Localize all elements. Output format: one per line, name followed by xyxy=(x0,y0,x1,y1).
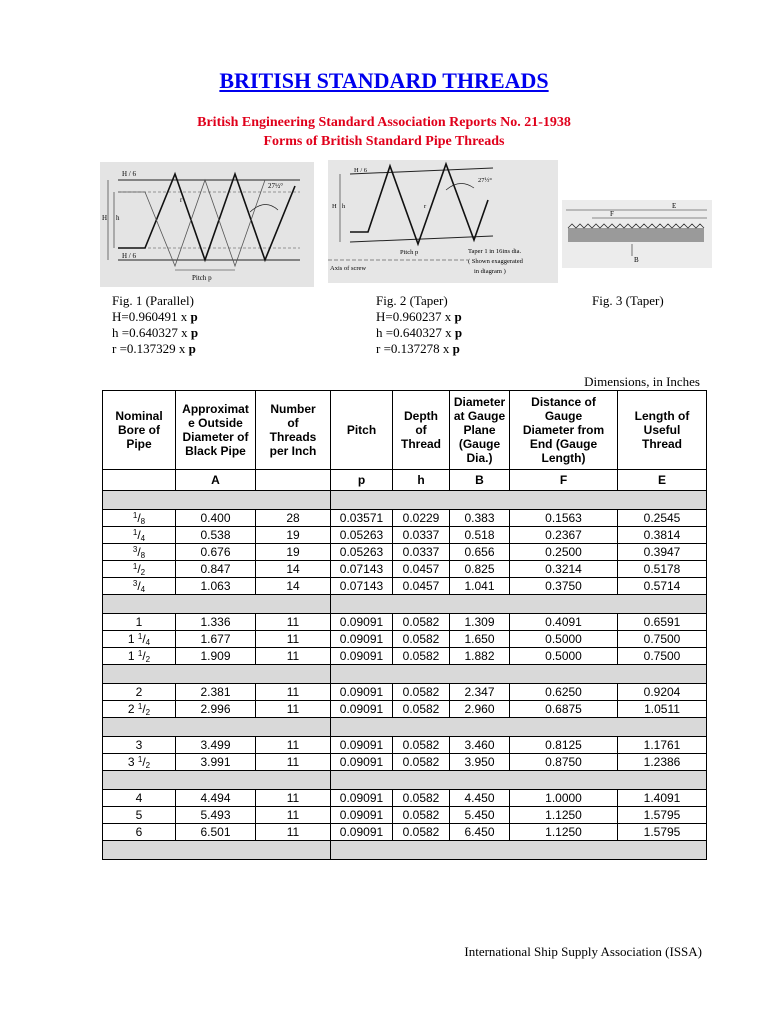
table-cell-a: 6.501 xyxy=(176,824,256,841)
fig1-angle-label: 27½° xyxy=(268,182,284,190)
table-row xyxy=(103,737,707,754)
table-symbol-row xyxy=(103,470,707,491)
group-separator-row xyxy=(103,491,707,510)
fig1-pitch-label: Pitch p xyxy=(192,274,212,282)
table-cell-e: 0.9204 xyxy=(618,684,707,701)
fig2-formula-h: h =0.640327 x p xyxy=(376,325,463,340)
column-header: Pitch xyxy=(331,391,393,470)
table-cell-p: 0.09091 xyxy=(331,790,393,807)
table-cell-a: 0.538 xyxy=(176,527,256,544)
nominal-bore-cell: 2 xyxy=(103,684,176,701)
table-cell-p: 0.09091 xyxy=(331,631,393,648)
table-cell-p: 0.09091 xyxy=(331,684,393,701)
figure-3-caption xyxy=(592,293,664,309)
fig1-h-label: h xyxy=(116,214,120,222)
fig2-taper-label-3: in diagram ) xyxy=(474,268,506,275)
table-row xyxy=(103,510,707,527)
table-cell-h: 0.0457 xyxy=(393,578,450,595)
table-cell-h: 0.0229 xyxy=(393,510,450,527)
table-row xyxy=(103,807,707,824)
table-cell-f: 1.1250 xyxy=(510,824,618,841)
fig3-F-label: F xyxy=(610,210,614,218)
table-cell-a: 0.847 xyxy=(176,561,256,578)
column-header: Number of Threads per Inch xyxy=(256,391,331,470)
fig3-B-label: B xyxy=(634,256,639,264)
figure-2-caption xyxy=(376,293,462,357)
nominal-bore-cell: 6 xyxy=(103,824,176,841)
table-cell-f: 0.1563 xyxy=(510,510,618,527)
column-symbol: F xyxy=(510,470,618,491)
table-cell-b: 1.882 xyxy=(450,648,510,665)
table-cell-h: 0.0582 xyxy=(393,754,450,771)
table-cell-b: 0.383 xyxy=(450,510,510,527)
nominal-bore-cell: 5 xyxy=(103,807,176,824)
table-cell-e: 1.1761 xyxy=(618,737,707,754)
fig1-H-label: H xyxy=(102,214,108,222)
nominal-bore-cell: $^1/_4$ xyxy=(103,527,176,544)
table-cell-a: 5.493 xyxy=(176,807,256,824)
table-cell-p: 0.09091 xyxy=(331,737,393,754)
table-cell-f: 0.5000 xyxy=(510,631,618,648)
table-cell-a: 1.909 xyxy=(176,648,256,665)
fig3-title: Fig. 3 (Taper) xyxy=(592,293,664,308)
table-cell-h: 0.0337 xyxy=(393,527,450,544)
table-cell-tpi: 11 xyxy=(256,807,331,824)
fig1-h6-top-label: H / 6 xyxy=(122,170,136,178)
fig2-pitch-label: Pitch p xyxy=(400,249,419,256)
group-separator-row xyxy=(103,595,707,614)
table-cell-tpi: 11 xyxy=(256,614,331,631)
table-cell-a: 1.336 xyxy=(176,614,256,631)
column-header: Diameter at Gauge Plane (Gauge Dia.) xyxy=(450,391,510,470)
group-separator-row xyxy=(103,665,707,684)
figure-3-taper-pipe-diagram xyxy=(562,200,712,268)
fig2-formula-r: r =0.137278 x p xyxy=(376,341,460,356)
table-cell-f: 1.1250 xyxy=(510,807,618,824)
table-cell-e: 1.5795 xyxy=(618,807,707,824)
group-separator-row xyxy=(103,841,707,860)
table-cell-a: 3.991 xyxy=(176,754,256,771)
table-cell-a: 1.677 xyxy=(176,631,256,648)
column-symbol: B xyxy=(450,470,510,491)
table-cell-p: 0.03571 xyxy=(331,510,393,527)
table-cell-e: 0.3947 xyxy=(618,544,707,561)
table-row xyxy=(103,790,707,807)
table-cell-tpi: 28 xyxy=(256,510,331,527)
table-cell-a: 1.063 xyxy=(176,578,256,595)
table-cell-a: 0.676 xyxy=(176,544,256,561)
table-cell-b: 0.656 xyxy=(450,544,510,561)
table-cell-a: 0.400 xyxy=(176,510,256,527)
table-cell-b: 4.450 xyxy=(450,790,510,807)
table-cell-h: 0.0582 xyxy=(393,614,450,631)
table-row xyxy=(103,614,707,631)
table-cell-p: 0.09091 xyxy=(331,754,393,771)
table-cell-tpi: 19 xyxy=(256,527,331,544)
column-header: Depth of Thread xyxy=(393,391,450,470)
fig2-h-label: h xyxy=(342,203,346,210)
table-cell-e: 0.2545 xyxy=(618,510,707,527)
nominal-bore-cell: 2 $^1/_2$ xyxy=(103,701,176,718)
nominal-bore-cell: 1 $^1/_2$ xyxy=(103,648,176,665)
table-cell-b: 5.450 xyxy=(450,807,510,824)
nominal-bore-cell: 3 $^1/_2$ xyxy=(103,754,176,771)
table-cell-h: 0.0582 xyxy=(393,790,450,807)
nominal-bore-cell: 3 xyxy=(103,737,176,754)
table-cell-f: 0.5000 xyxy=(510,648,618,665)
table-row xyxy=(103,684,707,701)
table-cell-b: 0.825 xyxy=(450,561,510,578)
table-cell-tpi: 11 xyxy=(256,824,331,841)
fig1-title: Fig. 1 (Parallel) xyxy=(112,293,194,308)
fig2-r-label: r xyxy=(424,203,427,210)
table-row xyxy=(103,824,707,841)
table-cell-f: 1.0000 xyxy=(510,790,618,807)
fig2-formula-H: H=0.960237 x p xyxy=(376,309,462,324)
table-cell-p: 0.09091 xyxy=(331,614,393,631)
fig2-axis-label: Axis of screw xyxy=(330,265,367,272)
fig2-taper-label-2: ( Shown exaggerated xyxy=(468,258,523,265)
table-cell-b: 0.518 xyxy=(450,527,510,544)
table-row xyxy=(103,527,707,544)
fig2-title: Fig. 2 (Taper) xyxy=(376,293,448,308)
table-cell-b: 1.041 xyxy=(450,578,510,595)
nominal-bore-cell: $^3/_4$ xyxy=(103,578,176,595)
table-cell-h: 0.0582 xyxy=(393,807,450,824)
table-cell-tpi: 11 xyxy=(256,754,331,771)
table-cell-b: 1.309 xyxy=(450,614,510,631)
table-cell-e: 1.2386 xyxy=(618,754,707,771)
column-header: Distance of Gauge Diameter from End (Gauge Length) xyxy=(510,391,618,470)
table-cell-tpi: 11 xyxy=(256,737,331,754)
table-cell-f: 0.8750 xyxy=(510,754,618,771)
table-cell-e: 0.7500 xyxy=(618,631,707,648)
table-cell-e: 0.5714 xyxy=(618,578,707,595)
table-cell-b: 3.950 xyxy=(450,754,510,771)
table-cell-f: 0.2500 xyxy=(510,544,618,561)
table-cell-h: 0.0582 xyxy=(393,631,450,648)
table-cell-h: 0.0582 xyxy=(393,824,450,841)
fig1-h6-bottom-label: H / 6 xyxy=(122,252,136,260)
table-cell-h: 0.0457 xyxy=(393,561,450,578)
subtitle-report: British Engineering Standard Association Reports No. 21-1938 xyxy=(197,115,571,130)
table-cell-e: 1.4091 xyxy=(618,790,707,807)
column-symbol: E xyxy=(618,470,707,491)
table-cell-tpi: 19 xyxy=(256,544,331,561)
table-cell-tpi: 11 xyxy=(256,701,331,718)
table-cell-e: 1.0511 xyxy=(618,701,707,718)
column-symbol: h xyxy=(393,470,450,491)
table-row xyxy=(103,544,707,561)
group-separator-row xyxy=(103,771,707,790)
table-cell-a: 2.381 xyxy=(176,684,256,701)
table-cell-h: 0.0337 xyxy=(393,544,450,561)
table-cell-f: 0.8125 xyxy=(510,737,618,754)
column-header: Approximat e Outside Diameter of Black Pipe xyxy=(176,391,256,470)
fig2-h6-label: H / 6 xyxy=(354,167,367,174)
table-cell-e: 0.7500 xyxy=(618,648,707,665)
subtitle-forms: Forms of British Standard Pipe Threads xyxy=(263,134,505,149)
table-cell-f: 0.4091 xyxy=(510,614,618,631)
table-cell-h: 0.0582 xyxy=(393,684,450,701)
table-cell-f: 0.6875 xyxy=(510,701,618,718)
table-cell-p: 0.07143 xyxy=(331,561,393,578)
table-row xyxy=(103,701,707,718)
table-cell-a: 4.494 xyxy=(176,790,256,807)
column-header: Nominal Bore of Pipe xyxy=(103,391,176,470)
column-symbol xyxy=(103,470,176,491)
table-cell-b: 3.460 xyxy=(450,737,510,754)
table-cell-e: 0.6591 xyxy=(618,614,707,631)
nominal-bore-cell: $^1/_8$ xyxy=(103,510,176,527)
fig2-H-label: H xyxy=(332,203,337,210)
column-symbol: A xyxy=(176,470,256,491)
fig2-taper-label-1: Taper 1 in 16ins dia. xyxy=(468,248,522,255)
nominal-bore-cell: $^1/_2$ xyxy=(103,561,176,578)
table-cell-p: 0.05263 xyxy=(331,544,393,561)
table-cell-tpi: 14 xyxy=(256,578,331,595)
fig1-formula-H: H=0.960491 x p xyxy=(112,309,198,324)
table-header-row xyxy=(103,391,707,470)
nominal-bore-cell: 4 xyxy=(103,790,176,807)
fig3-E-label: E xyxy=(672,202,677,210)
table-row xyxy=(103,631,707,648)
column-header: Length of Useful Thread xyxy=(618,391,707,470)
fig1-formula-r: r =0.137329 x p xyxy=(112,341,196,356)
table-cell-b: 1.650 xyxy=(450,631,510,648)
page-title: BRITISH STANDARD THREADS xyxy=(219,68,549,93)
table-row xyxy=(103,754,707,771)
nominal-bore-cell: $^3/_8$ xyxy=(103,544,176,561)
figure-1-parallel-thread-diagram xyxy=(100,162,314,287)
table-cell-f: 0.3750 xyxy=(510,578,618,595)
dimensions-note: Dimensions, in Inches xyxy=(584,374,700,389)
table-cell-e: 0.3814 xyxy=(618,527,707,544)
table-cell-b: 2.347 xyxy=(450,684,510,701)
fig1-r-label: r xyxy=(180,196,183,204)
table-cell-tpi: 11 xyxy=(256,790,331,807)
table-cell-tpi: 14 xyxy=(256,561,331,578)
table-body xyxy=(103,491,707,860)
table-cell-e: 0.5178 xyxy=(618,561,707,578)
table-cell-b: 6.450 xyxy=(450,824,510,841)
column-symbol: p xyxy=(331,470,393,491)
table-cell-f: 0.3214 xyxy=(510,561,618,578)
nominal-bore-cell: 1 $^1/_4$ xyxy=(103,631,176,648)
table-cell-p: 0.09091 xyxy=(331,648,393,665)
table-cell-b: 2.960 xyxy=(450,701,510,718)
figure-2-taper-thread-diagram xyxy=(328,160,558,283)
table-cell-tpi: 11 xyxy=(256,631,331,648)
pipe-thread-table xyxy=(102,390,707,860)
fig1-formula-h: h =0.640327 x p xyxy=(112,325,199,340)
figure-1-caption xyxy=(112,293,198,357)
table-cell-h: 0.0582 xyxy=(393,648,450,665)
table-cell-h: 0.0582 xyxy=(393,701,450,718)
table-cell-p: 0.09091 xyxy=(331,807,393,824)
table-cell-p: 0.05263 xyxy=(331,527,393,544)
fig2-angle-label: 27½° xyxy=(478,177,492,184)
table-cell-p: 0.09091 xyxy=(331,701,393,718)
table-cell-h: 0.0582 xyxy=(393,737,450,754)
table-cell-e: 1.5795 xyxy=(618,824,707,841)
table-cell-p: 0.07143 xyxy=(331,578,393,595)
table-cell-a: 2.996 xyxy=(176,701,256,718)
table-cell-f: 0.2367 xyxy=(510,527,618,544)
group-separator-row xyxy=(103,718,707,737)
table-cell-tpi: 11 xyxy=(256,684,331,701)
table-cell-f: 0.6250 xyxy=(510,684,618,701)
table-cell-tpi: 11 xyxy=(256,648,331,665)
table-cell-a: 3.499 xyxy=(176,737,256,754)
table-cell-p: 0.09091 xyxy=(331,824,393,841)
table-row xyxy=(103,561,707,578)
nominal-bore-cell: 1 xyxy=(103,614,176,631)
footer-organisation: International Ship Supply Association (ISSA) xyxy=(464,944,702,959)
table-row xyxy=(103,578,707,595)
table-row xyxy=(103,648,707,665)
column-symbol xyxy=(256,470,331,491)
